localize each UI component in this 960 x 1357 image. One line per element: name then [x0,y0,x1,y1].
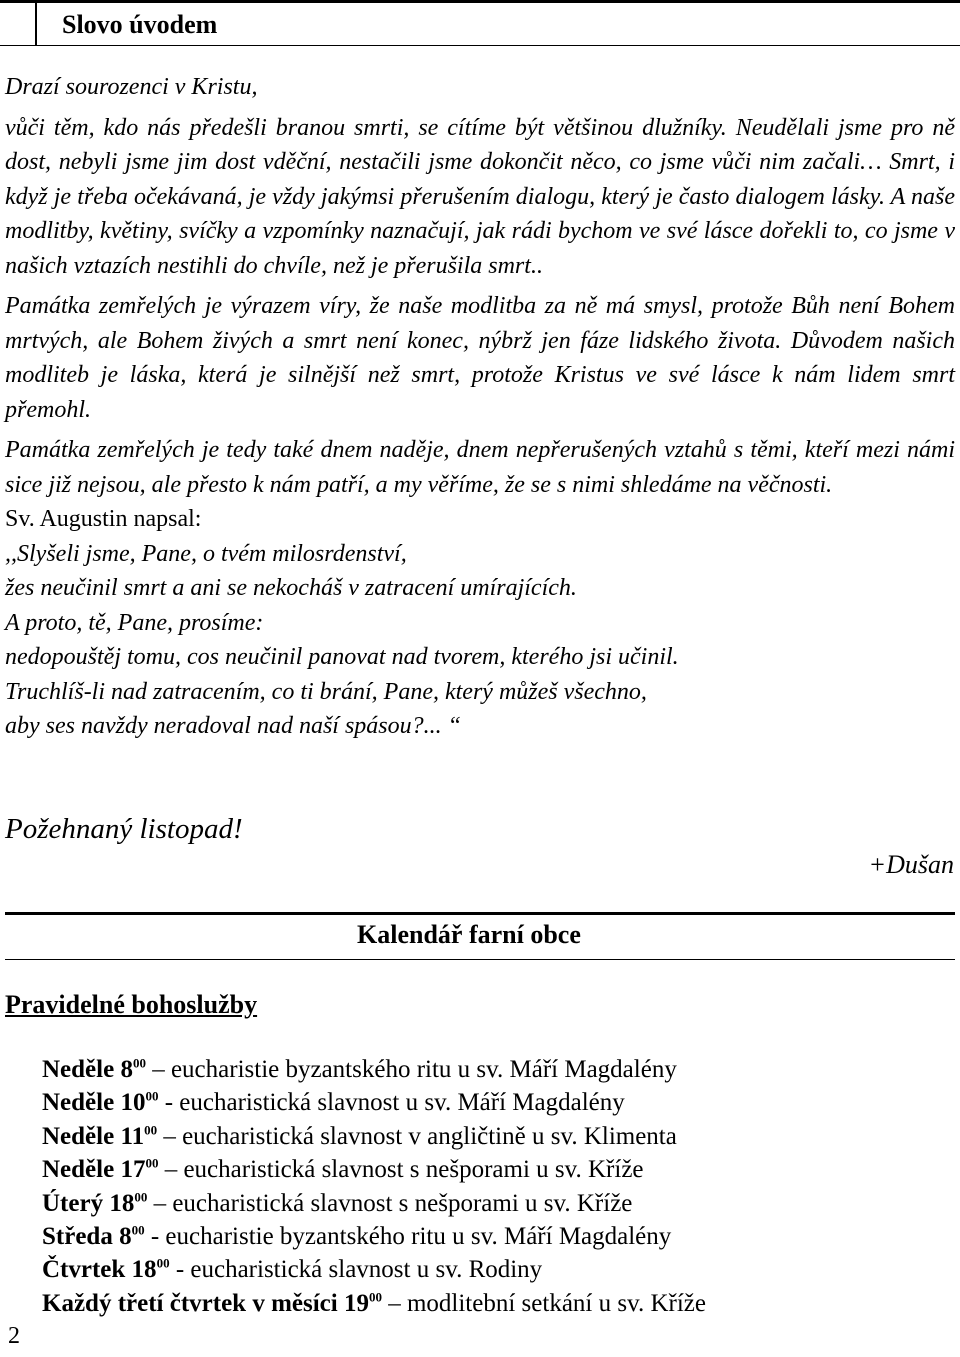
calendar-title: Kalendář farní obce [357,920,581,949]
service-day: Každý třetí čtvrtek v měsíci 19 [42,1289,369,1317]
service-desc: eucharistická slavnost s nešporami u sv. Kříže [183,1156,644,1184]
service-sep: – [158,1156,184,1184]
service-time-sup: 00 [144,1122,158,1138]
service-day: Neděle 17 [42,1156,146,1184]
service-time-sup: 00 [131,1222,145,1238]
service-sep: – [381,1289,407,1317]
intro-paragraph-2 [5,289,955,427]
service-row [42,1253,706,1286]
intro-section [5,70,955,744]
header-vertical-rule [35,3,37,45]
service-sep: – [145,1056,171,1083]
service-row [42,1287,706,1320]
quote-line: A proto, tě, Pane, prosíme: [5,609,264,636]
service-desc: eucharistie byzantského ritu u sv. Máří Magdalény [165,1223,672,1251]
page-number: 2 [8,1323,20,1349]
service-time-sup: 00 [145,1089,159,1105]
quote-line: Truchlíš-li nad zatracením, co ti brání, Pane, který můžeš všechno, [5,678,647,705]
service-day: Neděle 11 [42,1122,145,1150]
intro-paragraph-1: vůči těm, kdo nás předešli branou smrti, se cítíme být většinou dlužníky. Neudělali jsme pro ně dost, nebyli jsme jim dost vděční, nestačili jsme dokončit něco, co jsme vůči nim začali… Smrt, i když je třeba očekávaná, je vždy jakýmsi přerušením dialogu, který je často dialogem lásky. A naše modlitby, květiny, svíčky a vzpomínky naznačují, jak rádi bychom ve své lásce dořekli to, co jsme v našich vztazích nestihli do chvíle, než je přerušila smrt.. [5,114,955,279]
quote-line: nedopouštěj tomu, cos neučinil panovat nad tvorem, kterého jsi učinil. [5,644,679,670]
blessing: Požehnaný listopad! [5,813,243,845]
service-time-sup: 00 [134,1189,148,1205]
service-day: Neděle 10 [42,1089,146,1117]
section-divider [5,912,955,915]
service-sep: - [144,1223,166,1251]
service-day: Čtvrtek 18 [42,1256,157,1284]
signature: +Dušan [868,850,954,879]
service-row [42,1086,706,1119]
services-list [42,1053,706,1320]
section-divider-thin [5,959,955,960]
page-title: Slovo úvodem [62,10,218,39]
service-row [42,1187,706,1220]
service-sep: - [158,1089,180,1117]
service-day: Neděle 8 [42,1056,133,1083]
quote-line: žes neučinil smrt a ani se nekocháš v zatracení umírajících. [5,575,577,601]
service-sep: - [169,1256,191,1284]
service-desc: eucharistická slavnost u sv. Rodiny [190,1256,543,1284]
quote-line: ,,Slyšeli jsme, Pane, o tvém milosrdenství, [5,540,407,567]
service-time-sup: 00 [132,1055,146,1071]
service-desc: eucharistie byzantského ritu u sv. Máří Magdalény [170,1056,677,1083]
service-row [42,1220,706,1253]
quote-intro: Sv. Augustin napsal: [5,506,202,532]
intro-paragraph-3: Památka zemřelých je tedy také dnem naděje, dnem nepřerušených vztahů s těmi, kteří mezi námi sice již nejsou, ale přesto k nám patří, a my věříme, že se s nimi shledáme na věčnosti. [5,437,955,498]
service-time-sup: 00 [145,1155,159,1171]
service-day: Úterý 18 [42,1189,135,1217]
service-row [42,1053,706,1086]
quote-line: aby ses navždy neradoval nad naší spásou?... “ [5,713,461,739]
service-sep: – [147,1189,173,1217]
header-bar [0,0,960,46]
greeting: Drazí sourozenci v Kristu, [5,74,258,100]
service-time-sup: 00 [156,1256,170,1272]
service-desc: eucharistická slavnost s nešporami u sv. Kříže [172,1189,633,1217]
service-row [42,1153,706,1186]
service-sep: – [157,1122,183,1150]
service-desc: modlitební setkání u sv. Kříže [406,1289,706,1317]
service-time-sup: 00 [368,1289,382,1305]
intro-paragraph-2-italic: Památka zemřelých je výrazem víry, že naše modlitba za ně má smysl, protože Bůh není Bohem mrtvých, ale Bohem živých a smrt není konec, nýbrž jen fáze lidského života. [5,293,955,354]
service-row [42,1120,706,1153]
service-desc: eucharistická slavnost v angličtině u sv. Klimenta [182,1122,677,1150]
service-day: Středa 8 [42,1223,132,1251]
service-desc: eucharistická slavnost u sv. Máří Magdalény [179,1089,625,1117]
regular-services-title: Pravidelné bohoslužby [5,990,258,1019]
intro-paragraph-2-normal: Důvodem našich modliteb je láska, která je silnější než smrt, protože Kristus ve své lásce k nám lidem smrt přemohl. [5,327,955,423]
